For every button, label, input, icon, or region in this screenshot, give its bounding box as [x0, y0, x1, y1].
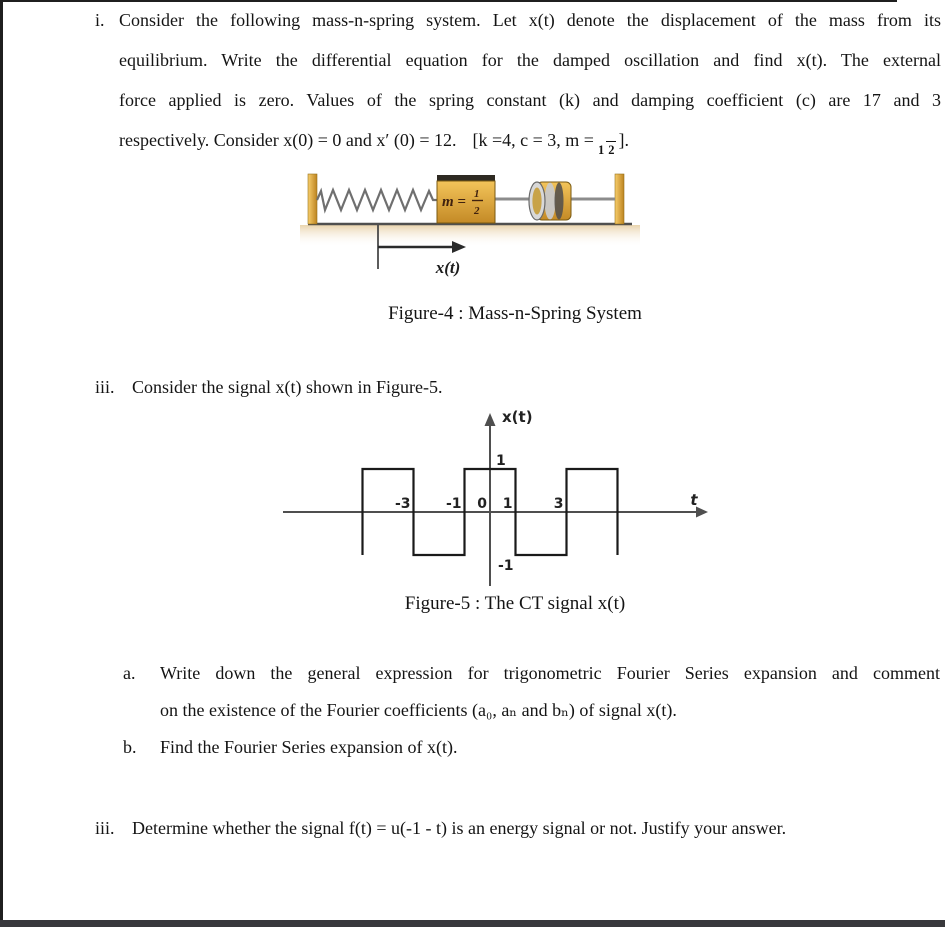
sub-question-b-label: b.: [123, 737, 137, 757]
figure-5-caption: Figure-5 : The CT signal x(t): [404, 593, 626, 614]
question-i-label: i.: [95, 10, 105, 30]
question-i-line-1: Consider the following mass-n-spring system. Let x(t) denote the displacement of the mass from its: [119, 10, 941, 30]
sub-question-a: [123, 655, 940, 729]
sub-question-a-line-1: Write down the general expression for trigonometric Fourier Series expansion and comment: [160, 663, 940, 683]
y-axis-title: x(t): [502, 408, 533, 426]
ground-shading: [300, 225, 640, 247]
y-tick-label: 1: [496, 453, 506, 469]
sub-question-b: [123, 729, 940, 766]
mass-fraction: [596, 144, 617, 157]
mass-frac-numerator: 1: [474, 188, 480, 200]
mass-block: [437, 175, 495, 223]
mass-frac-denominator: 2: [474, 205, 480, 217]
y-axis-arrowhead: [485, 413, 496, 426]
x-tick-label: 0: [477, 496, 487, 512]
sub-question-a-label: a.: [123, 663, 136, 683]
x-tick-label: 1: [502, 496, 513, 512]
mass-fraction-numerator: 1: [597, 143, 605, 157]
question-i-line-4: [119, 120, 941, 160]
x-tick-label: 3: [553, 496, 564, 512]
page-bottom-bar: [0, 920, 945, 927]
signal-plot-svg: [270, 402, 710, 597]
question-iii-signal-label: iii.: [95, 377, 115, 397]
x-axis-arrowhead: [696, 507, 708, 518]
sub-question-a-line-2: on the existence of the Fourier coefficients (a₀, aₙ and bₙ) of signal x(t).: [160, 700, 677, 720]
question-iii-signal-text: Consider the signal x(t) shown in Figure-5.: [132, 377, 443, 397]
question-iii-energy-text: Determine whether the signal f(t) = u(-1 - t) is an energy signal or not. Justify your answer.: [132, 818, 787, 838]
y-tick-label: -1: [498, 558, 514, 574]
figure-4-caption: Figure-4 : Mass-n-Spring System: [388, 303, 642, 324]
damper-icon: [529, 182, 571, 220]
mass-label: m =: [442, 194, 466, 210]
given-values-prefix: [k =4, c = 3, m =: [472, 130, 594, 150]
question-iii-energy-label: iii.: [95, 818, 115, 838]
question-iii-energy: [95, 810, 945, 847]
question-i-line-3: force applied is zero. Values of the spring constant (k) and damping coefficient (c) are 17 and 3: [119, 90, 941, 110]
page-left-border: [0, 0, 3, 921]
mass-fraction-denominator: 2: [608, 143, 615, 157]
question-i-line-4-text: respectively. Consider x(0) = 0 and x′ (0) = 12.: [119, 130, 457, 150]
question-i-line-2: equilibrium. Write the differential equation for the damped oscillation and find x(t). The external: [119, 50, 941, 70]
x-axis-title: t: [690, 491, 698, 509]
left-wall: [308, 174, 317, 224]
question-iii-signal: [95, 374, 941, 400]
displacement-label: x(t): [435, 258, 461, 277]
x-tick-label: -3: [394, 496, 411, 512]
spring-icon: [317, 190, 437, 210]
x-tick-label: -1: [445, 496, 462, 512]
figure-4-diagram: [300, 168, 640, 286]
sub-question-b-text: Find the Fourier Series expansion of x(t).: [160, 737, 458, 757]
right-wall: [615, 174, 624, 224]
figure-5-plot: [270, 402, 710, 597]
given-values-suffix: ].: [618, 130, 629, 150]
question-i: [95, 0, 941, 160]
mass-spring-damper-illustration: [300, 168, 640, 286]
